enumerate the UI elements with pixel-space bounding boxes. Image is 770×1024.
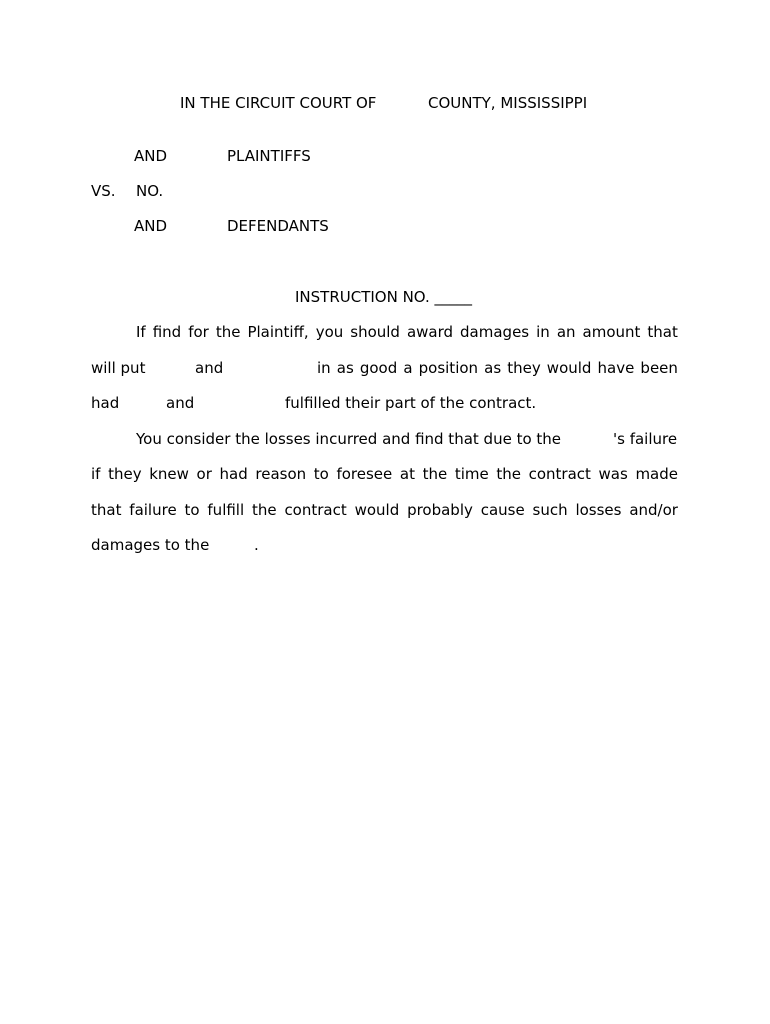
p2-l2-w5: reason [255, 465, 307, 483]
p2-l3-w0: that [91, 501, 122, 519]
p1-l1-w7: award [406, 323, 454, 341]
p1-l1-w0: If [136, 323, 146, 341]
plaintiffs-label: PLAINTIFFS [227, 147, 311, 165]
p2-l2-w13: was [598, 465, 628, 483]
p1-l1-w10: an [556, 323, 576, 341]
p1-l2-w4: position [418, 359, 479, 377]
p2-l3-w11: and/or [629, 501, 678, 519]
p1-l1-w12: that [647, 323, 678, 341]
p1-l2-w1: as [336, 359, 354, 377]
defendants-label: DEFENDANTS [227, 217, 329, 235]
p2-l2-w9: the [422, 465, 448, 483]
p2-l3-w7: probably [407, 501, 473, 519]
p2-l3-w6: would [354, 501, 400, 519]
p2-l2-w11: the [496, 465, 521, 483]
p2-l3-w10: losses [575, 501, 622, 519]
p2-l2-w12: contract [528, 465, 591, 483]
p1-l3-c: fulfilled their part of the contract. [285, 394, 537, 412]
p1-l2-a: will put [91, 359, 146, 377]
p1-l2-w0: in [317, 359, 331, 377]
p1-l1-w3: the [215, 323, 241, 341]
p1-l1-w4: Plaintiff, [247, 323, 309, 341]
instruction-heading: INSTRUCTION NO. _____ [295, 288, 473, 306]
plaintiff-and: AND [134, 147, 168, 165]
p1-l1-w6: should [350, 323, 400, 341]
p2-l1-b: 's failure [613, 430, 678, 448]
case-number-label: NO. [136, 182, 164, 200]
p1-l1-w11: amount [582, 323, 641, 341]
p2-l2-w3: or [196, 465, 212, 483]
p1-l1-w5: you [315, 323, 344, 341]
p2-l2-w10: time [454, 465, 489, 483]
p1-l2-w7: would [546, 359, 592, 377]
p2-l3-w1: failure [129, 501, 177, 519]
p1-l1-w1: find [152, 323, 182, 341]
p2-l2-w14: made [635, 465, 678, 483]
p2-l4-a: damages to the [91, 536, 210, 554]
p1-l2-w8: have [597, 359, 635, 377]
p1-l2-w5: as [484, 359, 502, 377]
p1-l2-w2: good [359, 359, 398, 377]
p1-l3-a: had [91, 394, 120, 412]
p2-l1-a: You consider the losses incurred and find that due to the [136, 430, 562, 448]
p2-l3-w3: fulfill [207, 501, 245, 519]
defendant-and: AND [134, 217, 168, 235]
p2-l2-w2: knew [149, 465, 189, 483]
court-suffix: COUNTY, MISSISSIPPI [428, 94, 588, 112]
court-prefix: IN THE CIRCUIT COURT OF [180, 94, 377, 112]
p1-line-1 [136, 323, 678, 341]
p1-l3-b: and [166, 394, 195, 412]
p2-line-3 [91, 501, 678, 519]
p2-l2-w6: to [313, 465, 329, 483]
p2-l2-w8: at [399, 465, 415, 483]
p2-line-2 [91, 465, 678, 483]
p2-l2-w7: foresee [336, 465, 393, 483]
p2-l2-w4: had [219, 465, 248, 483]
p2-l2-w1: they [108, 465, 142, 483]
p2-l3-w4: the [251, 501, 277, 519]
p2-l4-b: . [254, 536, 259, 554]
p1-l2-b: and [195, 359, 224, 377]
p2-l3-w8: cause [480, 501, 525, 519]
p2-l2-w0: if [91, 465, 101, 483]
p2-l3-w5: contract [284, 501, 347, 519]
p1-l2-w9: been [640, 359, 678, 377]
p1-l2-w6: they [507, 359, 541, 377]
versus-label: VS. [91, 182, 116, 200]
p1-line-2-rest [317, 359, 678, 377]
p1-l1-w2: for [188, 323, 209, 341]
p1-l2-w3: a [403, 359, 413, 377]
p1-l1-w9: in [536, 323, 550, 341]
p2-l3-w2: to [184, 501, 200, 519]
p1-l1-w8: damages [460, 323, 530, 341]
p2-l3-w9: such [532, 501, 568, 519]
